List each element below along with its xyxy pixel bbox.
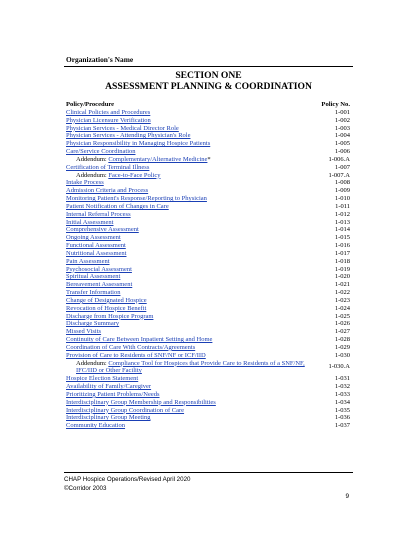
policy-number: 1-019: [334, 265, 350, 273]
policy-link[interactable]: Physician Licensure Verification: [66, 116, 151, 124]
list-item: [66, 109, 350, 117]
policy-link[interactable]: Interdisciplinary Group Coordination of Care: [66, 406, 185, 414]
policy-link[interactable]: Prioritizing Patient Problems/Needs: [66, 390, 160, 398]
list-item: [66, 313, 350, 321]
list-item: [66, 140, 350, 148]
policy-number: 1-027: [334, 328, 350, 336]
policy-number: 1-018: [334, 257, 350, 265]
policy-entry: [66, 305, 146, 313]
list-item: [66, 407, 350, 415]
policy-number: 1-028: [334, 336, 350, 344]
policy-number: 1-006.A: [328, 155, 350, 163]
list-item: [66, 250, 350, 258]
policy-number: 1-007: [334, 163, 350, 171]
policy-number: 1-024: [334, 304, 350, 312]
addendum-suffix: *: [207, 155, 211, 163]
policy-link[interactable]: Patient Notification of Changes in Care: [66, 202, 169, 210]
policy-link[interactable]: Discharge Summary: [66, 320, 120, 328]
addendum-prefix: Addendum:: [76, 171, 109, 179]
policy-entry: [66, 234, 121, 242]
list-item: [66, 156, 350, 164]
policy-number: 1-012: [334, 210, 350, 218]
policy-link[interactable]: Physician Services - Medical Director Role: [66, 124, 179, 132]
policy-entry: [76, 172, 161, 180]
policy-link[interactable]: Care/Service Coordination: [66, 148, 136, 156]
policy-entry: [66, 203, 169, 211]
policy-number: 1-022: [334, 289, 350, 297]
list-item: [66, 344, 350, 352]
policy-entry: [66, 336, 212, 344]
policy-number: 1-016: [334, 242, 350, 250]
policy-number: 1-015: [334, 234, 350, 242]
policy-link[interactable]: Coordination of Care With Contracts/Agreements: [66, 343, 196, 351]
policy-link[interactable]: Comprehensive Assessment: [66, 226, 139, 234]
policy-link[interactable]: Clinical Policies and Procedures: [66, 109, 151, 116]
policy-link[interactable]: Compliance Tool for Hospices that Provide Care to Residents of a SNF/NF, IFC/IID or Other Facility: [76, 359, 305, 375]
policy-number: 1-026: [334, 320, 350, 328]
policy-number: 1-014: [334, 226, 350, 234]
policy-number: 1-020: [334, 273, 350, 281]
list-item: [66, 328, 350, 336]
list-item: [66, 422, 350, 430]
list-item: [66, 258, 350, 266]
list-item: [66, 164, 350, 172]
policy-link[interactable]: Physician Services - Attending Physician's Role: [66, 132, 191, 140]
section-title: SECTION ONE: [175, 70, 242, 81]
policy-link[interactable]: Functional Assessment: [66, 242, 126, 250]
policy-entry: [66, 399, 216, 407]
policy-link[interactable]: Missed Visits: [66, 328, 102, 336]
policy-link[interactable]: Hospice Election Statement: [66, 375, 139, 383]
list-item: [66, 226, 350, 234]
footer-copyright: ©Corridor 2003: [64, 485, 107, 492]
list-item: [66, 391, 350, 399]
policy-number: 1-002: [334, 116, 350, 124]
policy-entry: [66, 179, 104, 187]
policy-number: 1-013: [334, 218, 350, 226]
policy-number: 1-007.A: [328, 171, 350, 179]
policy-link[interactable]: Bereavement Assessment: [66, 281, 133, 289]
policy-entry: [66, 219, 113, 227]
policy-number: 1-030.A: [328, 363, 350, 371]
list-item: [66, 414, 350, 422]
policy-link[interactable]: Community Education: [66, 422, 126, 430]
policy-link[interactable]: Discharge from Hospice Program: [66, 312, 154, 320]
policy-list: [66, 109, 350, 430]
policy-number: 1-011: [335, 202, 350, 210]
policy-entry: [66, 375, 138, 383]
policy-entry: [66, 211, 131, 219]
policy-number: 1-005: [334, 140, 350, 148]
list-item: [66, 399, 350, 407]
policy-link[interactable]: Physician Responsibility in Managing Hospice Patients: [66, 140, 211, 148]
policy-link[interactable]: Interdisciplinary Group Membership and Responsibilities: [66, 398, 216, 406]
policy-number: 1-017: [334, 249, 350, 257]
list-item: [66, 179, 350, 187]
page-number: 9: [345, 493, 349, 500]
list-item: [66, 273, 350, 281]
policy-entry: [66, 258, 110, 266]
policy-link[interactable]: Intake Process: [66, 179, 104, 187]
policy-entry: [66, 140, 210, 148]
policy-number: 1-008: [334, 179, 350, 187]
policy-number: 1-036: [334, 414, 350, 422]
policy-entry: [66, 289, 120, 297]
addendum-prefix: Addendum:: [76, 155, 109, 163]
addendum-prefix: Addendum:: [76, 359, 109, 367]
policy-entry: [66, 109, 150, 117]
policy-column-header: Policy/Procedure: [66, 101, 115, 108]
list-item: [66, 281, 350, 289]
policy-entry: [66, 383, 151, 391]
policy-entry: [66, 422, 125, 430]
policy-number: 1-023: [334, 296, 350, 304]
policy-number: 1-010: [334, 195, 350, 203]
policy-entry: [66, 297, 147, 305]
list-item: [66, 125, 350, 133]
policy-link[interactable]: Admission Criteria and Process: [66, 187, 149, 195]
policy-link[interactable]: Complementary/Alternative Medicine: [108, 155, 208, 163]
list-item: [66, 336, 350, 344]
policy-entry: [66, 266, 132, 274]
policy-number: 1-004: [334, 132, 350, 140]
policy-number: 1-021: [334, 281, 350, 289]
policy-link[interactable]: Revocation of Hospice Benefit: [66, 304, 147, 312]
policy-entry: [66, 407, 184, 415]
policy-number: 1-033: [334, 390, 350, 398]
policy-entry: [66, 344, 195, 352]
list-item: [66, 266, 350, 274]
policy-link[interactable]: Nutritional Assessment: [66, 249, 127, 257]
policy-link[interactable]: Certification of Terminal Illness: [66, 163, 150, 171]
list-item: [66, 289, 350, 297]
policy-number: 1-037: [334, 422, 350, 430]
policy-number: 1-009: [334, 187, 350, 195]
list-item: [66, 352, 350, 360]
policy-link[interactable]: Provision of Care to Residents of SNF/NF or ICF/IID: [66, 351, 206, 359]
policy-number: 1-030: [334, 351, 350, 359]
organization-name: Organization's Name: [66, 55, 134, 64]
policy-entry: [66, 352, 206, 360]
list-item: [66, 195, 350, 203]
policy-entry: [66, 148, 136, 156]
policy-link[interactable]: Monitoring Patient's Response/Reporting to Physician: [66, 195, 207, 203]
policy-entry: [76, 156, 211, 164]
list-item: [66, 234, 350, 242]
policy-entry: [66, 164, 149, 172]
list-item: [66, 242, 350, 250]
policy-entry: [66, 226, 139, 234]
policy-link[interactable]: Availability of Family/Caregiver: [66, 383, 152, 391]
list-item: [66, 320, 350, 328]
policy-entry: [66, 328, 101, 336]
policy-number: 1-001: [334, 109, 350, 116]
list-item: [66, 132, 350, 140]
list-item: [66, 203, 350, 211]
policy-number: 1-031: [334, 375, 350, 383]
policy-link[interactable]: Transfer Information: [66, 289, 121, 297]
table-header: [66, 101, 350, 108]
policy-number: 1-006: [334, 148, 350, 156]
policy-number: 1-032: [334, 383, 350, 391]
policy-entry: [66, 320, 119, 328]
policy-entry: [66, 391, 160, 399]
policy-number: 1-035: [334, 406, 350, 414]
policy-number: 1-034: [334, 398, 350, 406]
policy-entry: [66, 117, 151, 125]
policy-link[interactable]: Face-to-Face Policy: [108, 171, 161, 179]
list-item: [66, 117, 350, 125]
policy-entry: [76, 360, 321, 376]
policy-entry: [66, 195, 207, 203]
policy-number: 1-003: [334, 124, 350, 132]
section-subtitle: ASSESSMENT PLANNING & COORDINATION: [105, 81, 312, 92]
policy-number: 1-025: [334, 312, 350, 320]
footer-revision: CHAP Hospice Operations/Revised April 2020: [64, 476, 191, 483]
policy-link[interactable]: Ongoing Assessment: [66, 234, 121, 242]
list-item: [66, 172, 350, 180]
policy-entry: [66, 414, 150, 422]
list-item: [66, 297, 350, 305]
policy-entry: [66, 242, 126, 250]
list-item: [66, 375, 350, 383]
policy-link[interactable]: Internal Referral Process: [66, 210, 131, 218]
list-item: [66, 187, 350, 195]
policy-entry: [66, 250, 126, 258]
policy-no-column-header: Policy No.: [321, 101, 350, 108]
header-rule: [64, 66, 353, 67]
policy-link[interactable]: Interdisciplinary Group Meeting: [66, 414, 151, 422]
policy-entry: [66, 281, 132, 289]
list-item: [66, 383, 350, 391]
policy-link[interactable]: Psychosocial Assessment: [66, 265, 132, 273]
list-item: [66, 211, 350, 219]
policy-entry: [66, 125, 179, 133]
policy-link[interactable]: Change of Designated Hospice: [66, 296, 147, 304]
policy-link[interactable]: Spiritual Assessment: [66, 273, 121, 281]
policy-entry: [66, 313, 153, 321]
list-item: [66, 360, 350, 376]
list-item: [66, 148, 350, 156]
policy-number: 1-029: [334, 343, 350, 351]
policy-entry: [66, 132, 190, 140]
policy-link[interactable]: Initial Assessment: [66, 218, 114, 226]
policy-entry: [66, 273, 120, 281]
policy-link[interactable]: Pain Assessment: [66, 257, 110, 265]
policy-entry: [66, 187, 148, 195]
list-item: [66, 219, 350, 227]
list-item: [66, 305, 350, 313]
policy-link[interactable]: Continuity of Care Between Inpatient Setting and Home: [66, 336, 213, 344]
footer-rule: [64, 472, 353, 473]
